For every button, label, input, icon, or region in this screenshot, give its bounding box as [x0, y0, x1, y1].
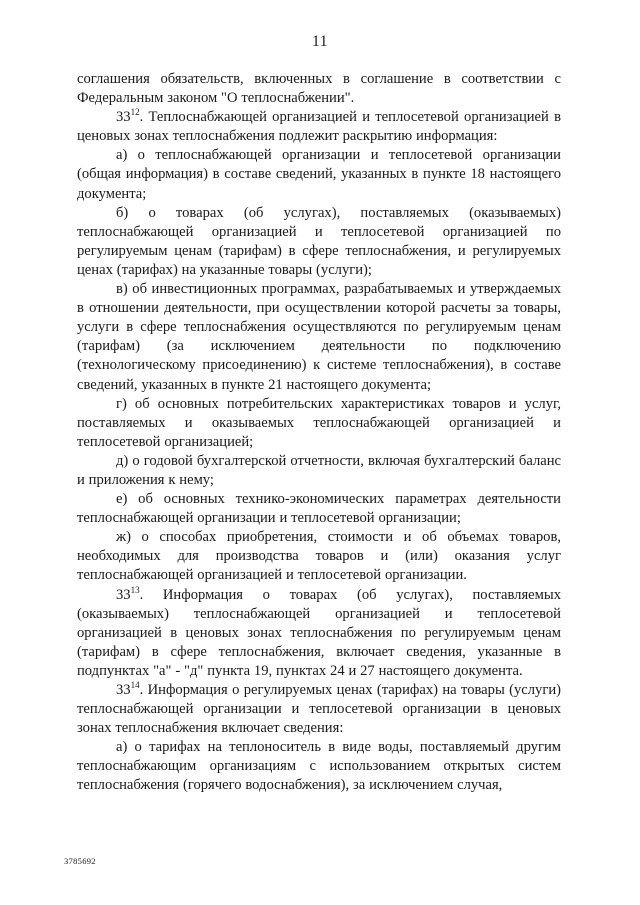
paragraph: [77, 108, 561, 146]
document-body: [77, 70, 561, 796]
paragraph-superscript: 14: [130, 680, 140, 690]
paragraph-superscript: 12: [130, 107, 140, 118]
paragraph: [77, 395, 561, 452]
paragraph-number: 33: [116, 682, 131, 698]
paragraph-text: . Информация о регулируемых ценах (тарифах) на товары (услуги) теплоснабжающей организации и теплосетевой организации в ценовых зонах теплоснабжения включает сведения:: [77, 682, 561, 737]
paragraph-superscript: 13: [130, 584, 140, 595]
paragraph: [77, 204, 561, 280]
paragraph: [77, 280, 561, 395]
paragraph-text: соглашения обязательств, включенных в соглашение в соответствии с Федеральным законом "О теплоснабжении".: [77, 71, 561, 107]
paragraph-number: 33: [116, 109, 131, 126]
paragraph-text: г) об основных потребительских характеристиках товаров и услуг, поставляемых и оказываемых теплоснабжающей организацией и теплосетевой организацией;: [77, 395, 561, 450]
paragraph-text: б) о товарах (об услугах), поставляемых (оказываемых) теплоснабжающей организацией и теплосетевой организацией по регулируемым ценам (тарифам) в сфере теплоснабжения, и регулируемых ценах (тарифах) на указанные товары (услуги);: [77, 204, 561, 278]
paragraph: [77, 681, 561, 738]
paragraph-text: в) об инвестиционных программах, разрабатываемых и утверждаемых в отношении деятельности, при осуществлении которой расчеты за товары, услуги в сфере теплоснабжения осуществляются по регулируемым ценам (тарифам) (за исключением деятельности по подключению (технологическому присоединению) к системе теплоснабжения), в составе сведений, указанных в пункте 21 настоящего документа;: [77, 281, 561, 393]
paragraph-text: а) о теплоснабжающей организации и теплосетевой организации (общая информация) в составе сведений, указанных в пункте 18 настоящего документа;: [77, 147, 561, 202]
document-id: 3785692: [64, 856, 96, 866]
paragraph: [77, 586, 561, 681]
paragraph-text: ж) о способах приобретения, стоимости и об объемах товаров, необходимых для производства товаров и (или) оказания услуг теплоснабжающей организацией и теплосетевой организации.: [77, 529, 561, 584]
paragraph-text: . Информация о товарах (об услугах), поставляемых (оказываемых) теплоснабжающей организацией и теплосетевой организацией в ценовых зонах теплоснабжения по регулируемым ценам (тарифам) в сфере теплоснабжения, включает сведения, указанные в подпунктах "а" - "д" пункта 19, пунктах 24 и 27 настоящего документа.: [77, 586, 561, 679]
paragraph-text: д) о годовой бухгалтерской отчетности, включая бухгалтерский баланс и приложения к нему;: [77, 452, 561, 488]
page-number: 11: [312, 33, 328, 50]
paragraph: [77, 146, 561, 203]
paragraph: [77, 528, 561, 585]
paragraph-text: а) о тарифах на теплоноситель в виде воды, поставляемый другим теплоснабжающим организациям с использованием открытых систем теплоснабжения (горячего водоснабжения), за исключением случая,: [77, 739, 561, 794]
paragraph: [77, 452, 561, 490]
paragraph-text: . Теплоснабжающей организацией и теплосетевой организацией в ценовых зонах теплоснабжения подлежит раскрытию информация:: [77, 109, 561, 145]
paragraph-number: 33: [116, 586, 131, 603]
paragraph-text: е) об основных технико-экономических параметрах деятельности теплоснабжающей организации и теплосетевой организации;: [77, 491, 561, 527]
paragraph: [77, 70, 561, 108]
paragraph: [77, 490, 561, 528]
paragraph: [77, 738, 561, 795]
